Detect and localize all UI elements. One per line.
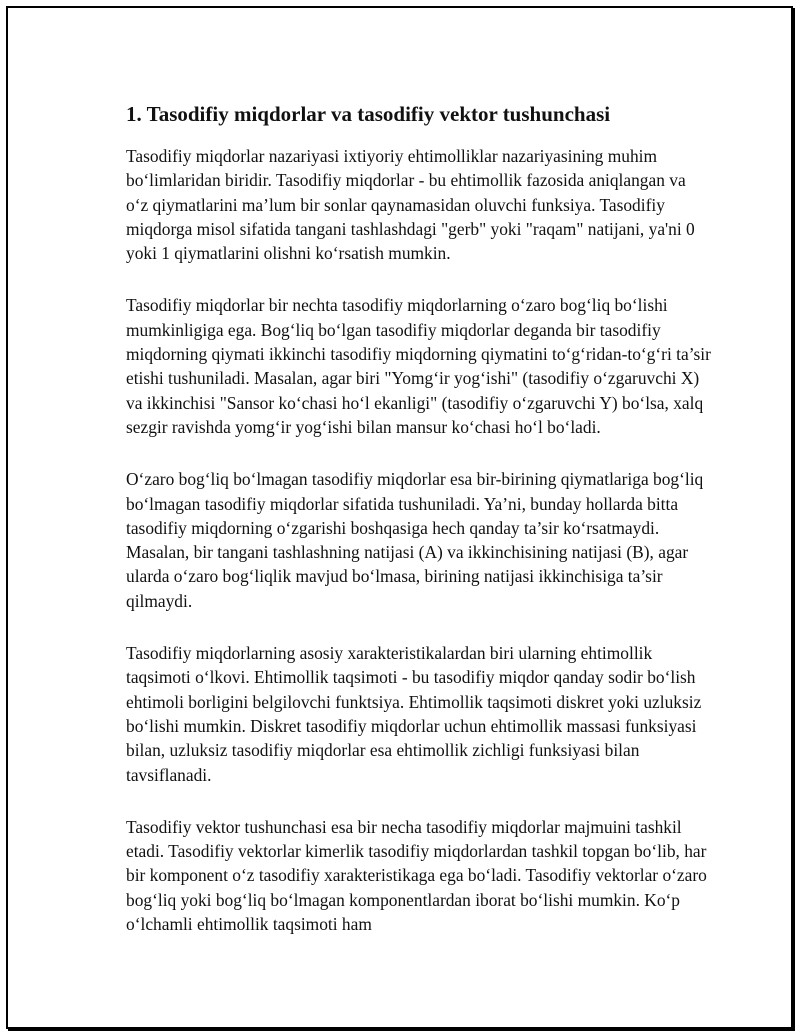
- document-body: [126, 100, 711, 936]
- paragraph-3: O‘zaro bog‘liq bo‘lmagan tasodifiy miqdorlar esa bir-birining qiymatlariga bog‘liq bo‘lmagan tasodifiy miqdorlar sifatida tushuniladi. Ya’ni, bunday hollarda bitta tasodifiy miqdorning o‘zgarishi boshqasiga hech qanday ta’sir ko‘rsatmaydi. Masalan, bir tangani tashlashning natijasi (A) va ikkinchisining natijasi (B), agar ularda o‘zaro bog‘liqlik mavjud bo‘lmasa, birining natijasi ikkinchisiga ta’sir qilmaydi.: [126, 469, 704, 611]
- paragraph-5: Tasodifiy vektor tushunchasi esa bir necha tasodifiy miqdorlar majmuini tashkil etadi. Tasodifiy vektorlar kimerlik tasodifiy miqdorlardan tashkil topgan bo‘lib, har bir komponent o‘z tasodifiy xarakteristikaga ega bo‘ladi. Tasodifiy vektorlar o‘zaro bog‘liq yoki bog‘liq bo‘lmagan komponentlardan iborat bo‘lishi mumkin. Ko‘p o‘lchamli ehtimollik taqsimoti ham: [126, 816, 707, 935]
- paragraph-4: Tasodifiy miqdorlarning asosiy xarakteristikalardan biri ularning ehtimollik taqsimoti o‘lkovi. Ehtimollik taqsimoti - bu tasodifiy miqdor qanday sodir bo‘lish ehtimoli borligini belgilovchi funktsiya. Ehtimollik taqsimoti diskret yoki uzluksiz bo‘lishi mumkin. Diskret tasodifiy miqdorlar uchun ehtimollik massasi funksiyasi bilan, uzluksiz tasodifiy miqdorlar esa ehtimollik zichligi funksiyasi bilan tavsiflanadi.: [126, 643, 702, 785]
- paragraph-1: Tasodifiy miqdorlar nazariyasi ixtiyoriy ehtimolliklar nazariyasining muhim bo‘limlaridan biridir. Tasodifiy miqdorlar - bu ehtimollik fazosida aniqlangan va o‘z qiymatlarini ma’lum bir sonlar qaynamasidan oluvchi funksiya. Tasodifiy miqdorga misol sifatida tangani tashlashdagi "gerb" yoki "raqam" natijani, ya'ni 0 yoki 1 qiymatlarini olishni ko‘rsatish mumkin.: [126, 146, 695, 264]
- paragraph-2: Tasodifiy miqdorlar bir nechta tasodifiy miqdorlarning o‘zaro bog‘liq bo‘lishi mumkinligiga ega. Bog‘liq bo‘lgan tasodifiy miqdorlar deganda bir tasodifiy miqdorning qiymati ikkinchi tasodifiy miqdorning qiymatini to‘g‘ridan-to‘g‘ri ta’sir etishi tushuniladi. Masalan, agar biri "Yomg‘ir yog‘ishi" (tasodifiy o‘zgaruvchi X) va ikkinchisi "Sansor ko‘chasi ho‘l ekanligi" (tasodifiy o‘zgaruvchi Y) bo‘lsa, xalq sezgir ravishda yomg‘ir yog‘ishi bilan mansur ko‘chasi ho‘l bo‘ladi.: [126, 295, 711, 437]
- page-frame: [6, 6, 793, 1029]
- section-heading: 1. Tasodifiy miqdorlar va tasodifiy vektor tushunchasi: [126, 102, 611, 126]
